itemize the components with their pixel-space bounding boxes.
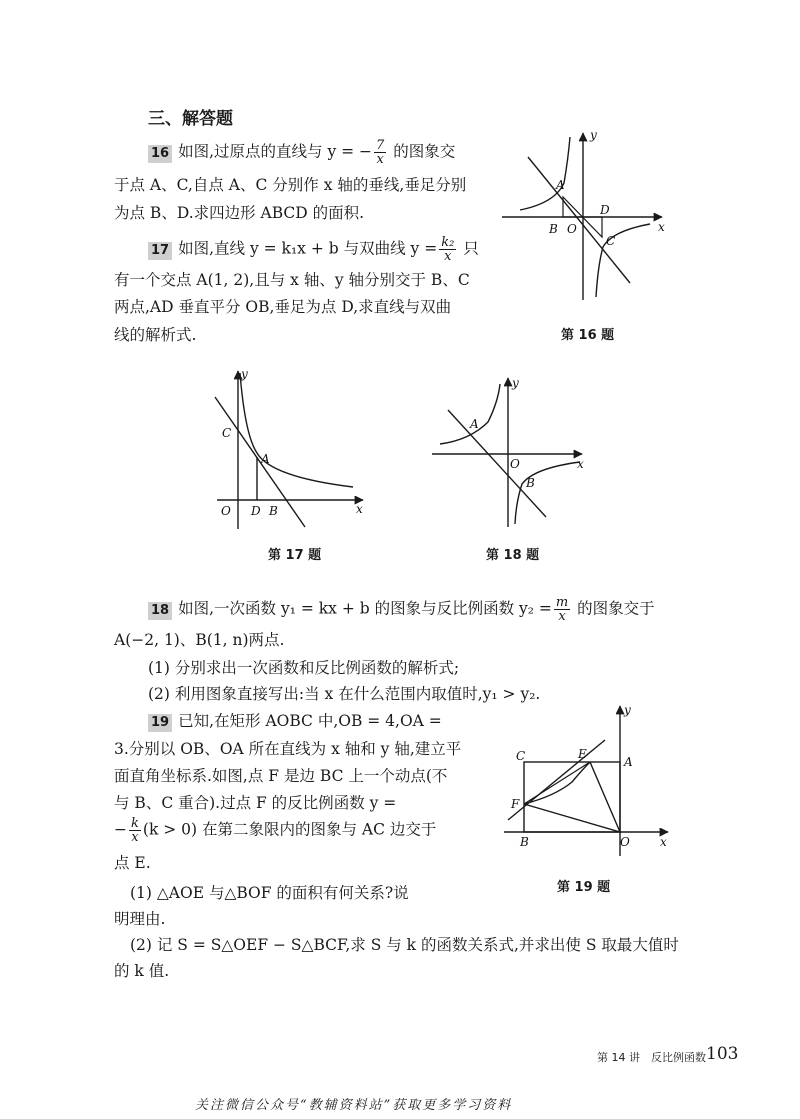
label-b: B xyxy=(520,835,529,849)
figure-18-caption: 第 18 题 xyxy=(486,548,540,563)
label-x: x xyxy=(577,457,584,471)
problem-18-q2: (2) 利用图象直接写出:当 x 在什么范围内取值时,y₁ > y₂. xyxy=(148,685,541,703)
problem-16-line-1: 16 如图,过原点的直线与 y = − $\frac{7}{x}$ 的图象交 xyxy=(148,139,455,166)
problem-17-line-1: 17 如图,直线 y = k₁x + b 与双曲线 y = $\frac{\text{k₂}}{x}$ 只 xyxy=(148,236,479,263)
problem-number: 16 xyxy=(148,145,172,163)
linear-function xyxy=(448,410,546,517)
label-c: C xyxy=(606,234,616,248)
label-o: O xyxy=(510,457,520,471)
problem-number: 17 xyxy=(148,242,172,260)
fraction: $\frac{\text{k₂}}{x}$ xyxy=(441,235,455,264)
label-a: A xyxy=(556,178,565,192)
fraction: $\frac{7}{x}$ xyxy=(376,138,385,167)
label-o: O xyxy=(221,504,231,518)
problem-19-q1-line-2: 明理由. xyxy=(114,910,166,928)
problem-18-line-1: 18 如图,一次函数 y₁ = kx + b 的图象与反比例函数 y₂ = $\frac{m}{x}$ 的图象交于 xyxy=(148,596,655,623)
figure-19 xyxy=(500,700,680,860)
problem-18-line-2: A(−2, 1)、B(1, n)两点. xyxy=(114,631,285,649)
label-a: A xyxy=(470,417,479,431)
figure-18 xyxy=(430,372,590,532)
problem-17-line-3: 两点,AD 垂直平分 OB,垂足为点 D,求直线与双曲 xyxy=(114,298,452,316)
figure-16-caption: 第 16 题 xyxy=(561,328,615,343)
label-y: y xyxy=(241,367,248,381)
problem-19-q2-line-1: (2) 记 S = S△OEF − S△BCF,求 S 与 k 的函数关系式,并求出使 S 取最大值时 xyxy=(130,936,679,954)
figure-17-caption: 第 17 题 xyxy=(268,548,322,563)
problem-19-q2-line-2: 的 k 值. xyxy=(114,962,170,980)
line-through-origin xyxy=(528,157,630,283)
label-o: O xyxy=(567,222,577,236)
label-b: B xyxy=(526,476,535,490)
figure-17 xyxy=(205,365,375,535)
problem-number: 19 xyxy=(148,714,172,732)
problem-17-line-4: 线的解析式. xyxy=(114,326,197,344)
fraction: $\frac{k}{x}$ xyxy=(131,816,139,845)
label-d: D xyxy=(251,504,261,518)
problem-19-q1-line-1: (1) △AOE 与△BOF 的面积有何关系?说 xyxy=(130,884,409,902)
problem-19-line-4: 与 B、C 重合).过点 F 的反比例函数 y = xyxy=(114,794,397,812)
problem-19-line-5: − $\frac{k}{x}$ (k > 0) 在第二象限内的图象与 AC 边交于 xyxy=(114,816,437,845)
figure-16 xyxy=(500,125,680,305)
label-b: B xyxy=(269,504,278,518)
triangle-oef xyxy=(524,762,620,832)
problem-18-q1: (1) 分别求出一次函数和反比例函数的解析式; xyxy=(148,659,460,677)
label-b: B xyxy=(549,222,558,236)
problem-number: 18 xyxy=(148,602,172,620)
label-x: x xyxy=(660,835,667,849)
problem-16-line-2: 于点 A、C,自点 A、C 分别作 x 轴的垂线,垂足分别 xyxy=(114,176,467,194)
problem-19-line-1: 19 已知,在矩形 AOBC 中,OB = 4,OA = xyxy=(148,711,442,732)
label-y: y xyxy=(512,376,519,390)
label-c: C xyxy=(516,749,526,763)
hyperbola-branch xyxy=(596,224,650,297)
label-e: E xyxy=(578,747,587,761)
label-x: x xyxy=(356,502,363,516)
page-number: 103 xyxy=(706,1044,739,1064)
section-title: 三、解答题 xyxy=(148,109,233,129)
label-x: x xyxy=(658,220,665,234)
label-f: F xyxy=(511,797,520,811)
fraction: $\frac{m}{x}$ xyxy=(555,595,569,624)
problem-17-line-2: 有一个交点 A(1, 2),且与 x 轴、y 轴分别交于 B、C xyxy=(114,271,470,289)
label-a: A xyxy=(261,452,270,466)
problem-19-line-6: 点 E. xyxy=(114,854,151,872)
label-a: A xyxy=(624,755,633,769)
label-y: y xyxy=(624,703,631,717)
figure-19-caption: 第 19 题 xyxy=(557,880,611,895)
problem-16-line-3: 为点 B、D.求四边形 ABCD 的面积. xyxy=(114,204,365,222)
chapter-footer: 第 14 讲 反比例函数 xyxy=(597,1051,706,1064)
problem-19-line-3: 面直角坐标系.如图,点 F 是边 BC 上一个动点(不 xyxy=(114,767,448,785)
label-y: y xyxy=(590,128,597,142)
problem-19-line-2: 3.分别以 OB、OA 所在直线为 x 轴和 y 轴,建立平 xyxy=(114,740,462,758)
label-c: C xyxy=(222,426,232,440)
label-o: O xyxy=(620,835,630,849)
label-d: D xyxy=(600,203,610,217)
watermark-text: 关注微信公众号“教辅资料站”获取更多学习资料 xyxy=(195,1098,513,1113)
